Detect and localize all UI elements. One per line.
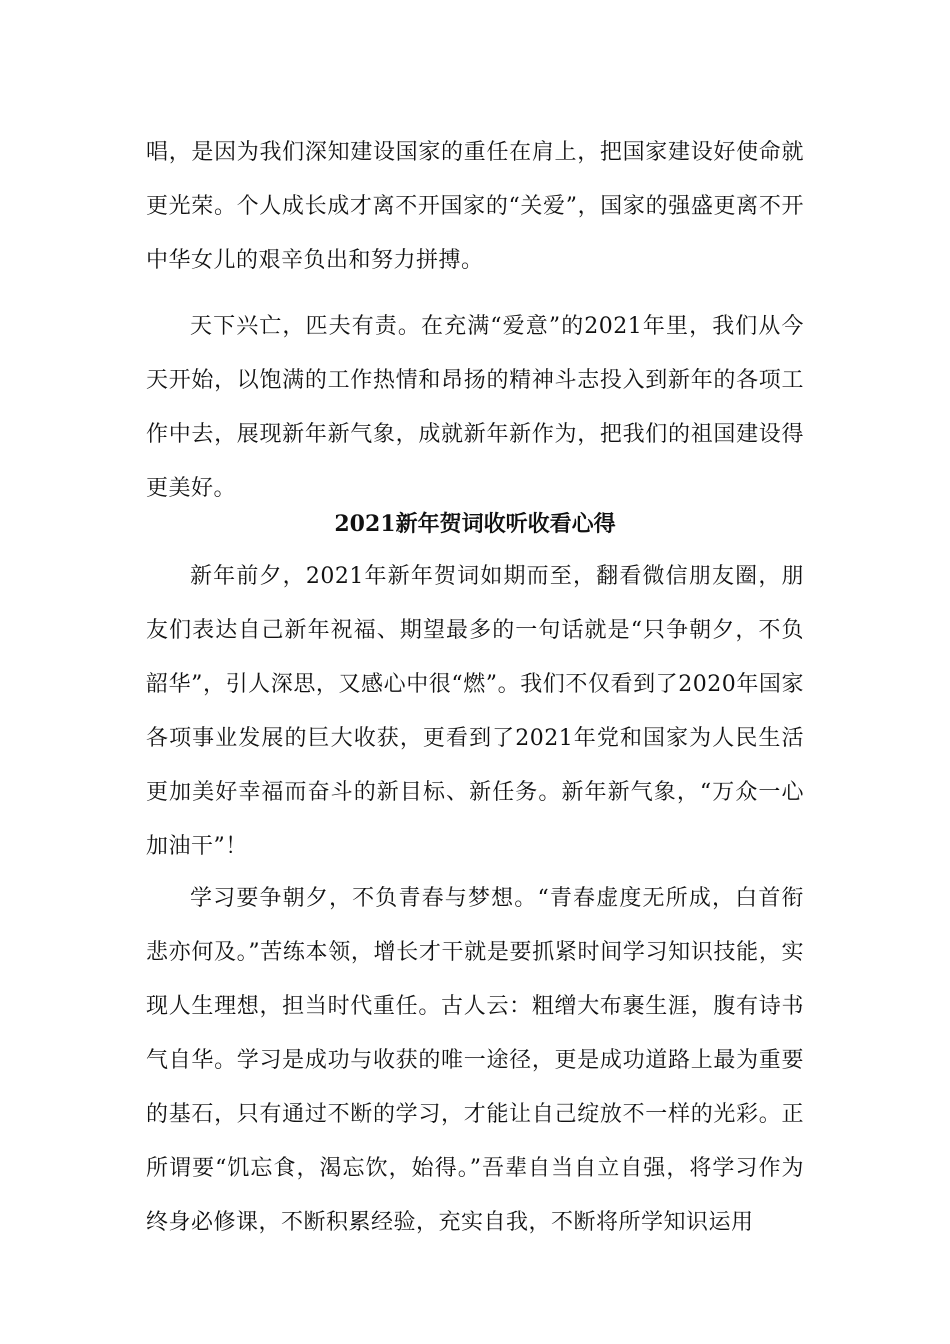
section-heading: 2021新年贺词收听收看心得 [334,511,616,537]
paragraph-continuation: 唱，是因为我们深知建设国家的重任在肩上，把国家建设好使命就更光荣。个人成长成才离不开国家的“关爱”，国家的强盛更离不开中华女儿的艰辛负出和努力拼搏。 [146,140,804,273]
paragraph-new-year-message: 新年前夕，2021年新年贺词如期而至，翻看微信朋友圈，朋友们表达自己新年祝福、期望最多的一句话就是“只争朝夕，不负韶华”，引人深思，又感心中很“燃”。我们不仅看到了2020年国家各项事业发展的巨大收获，更看到了2021年党和国家为人民生活更加美好幸福而奋斗的新目标、新任务。新年新气象，“万众一心加油干”！ [146,564,804,859]
paragraph-responsibility: 天下兴亡，匹夫有责。在充满“爱意”的2021年里，我们从今天开始，以饱满的工作热情和昂扬的精神斗志投入到新年的各项工作中去，展现新年新气象，成就新年新作为，把我们的祖国建设得更美好。 [146,314,804,501]
paragraph-study: 学习要争朝夕，不负青春与梦想。“青春虚度无所成，白首衔悲亦何及。”苦练本领，增长才干就是要抓紧时间学习知识技能，实现人生理想，担当时代重任。古人云：粗缯大布裹生涯，腹有诗书气自华。学习是成功与收获的唯一途径，更是成功道路上最为重要的基石，只有通过不断的学习，才能让自己绽放不一样的光彩。正所谓要“饥忘食，渴忘饮，始得。”吾辈自当自立自强，将学习作为终身必修课，不断积累经验，充实自我，不断将所学知识运用 [146,886,804,1235]
